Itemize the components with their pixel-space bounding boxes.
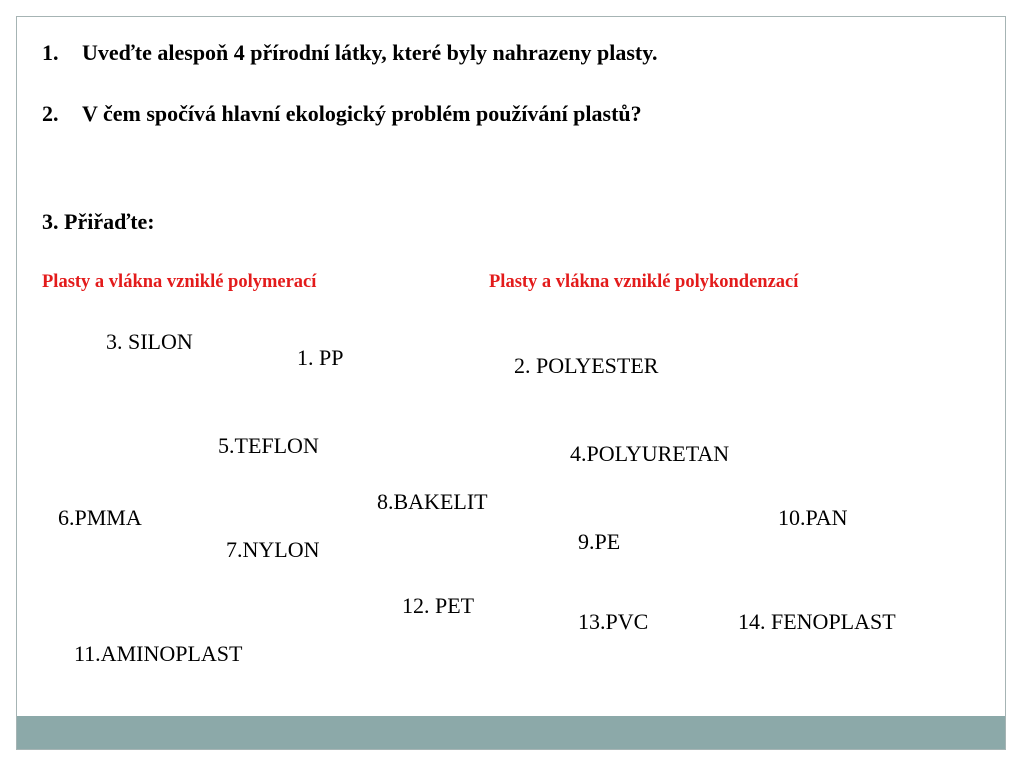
question-1-text: Uveďte alespoň 4 přírodní látky, které byly nahrazeny plasty. xyxy=(82,40,658,65)
item-silon: 3. SILON xyxy=(106,329,193,354)
question-2-text: V čem spočívá hlavní ekologický problém používání plastů? xyxy=(82,101,642,126)
item-aminoplast: 11.AMINOPLAST xyxy=(74,641,243,666)
item-pe: 9.PE xyxy=(578,529,621,554)
item-teflon: 5.TEFLON xyxy=(218,433,319,458)
item-pvc: 13.PVC xyxy=(578,609,649,634)
question-2-number: 2. xyxy=(42,101,59,126)
category-polycondensation: Plasty a vlákna vzniklé polykondenzací xyxy=(489,272,799,292)
item-pan: 10.PAN xyxy=(778,505,848,530)
item-pet: 12. PET xyxy=(402,593,475,618)
question-1-number: 1. xyxy=(42,40,59,65)
item-polyuretan: 4.POLYURETAN xyxy=(570,441,730,466)
footer-bar xyxy=(17,716,1005,749)
item-fenoplast: 14. FENOPLAST xyxy=(738,609,896,634)
item-bakelit: 8.BAKELIT xyxy=(377,489,488,514)
question-1 xyxy=(42,40,658,66)
category-polymerization: Plasty a vlákna vzniklé polymerací xyxy=(42,272,317,292)
item-nylon: 7.NYLON xyxy=(226,537,320,562)
item-pmma: 6.PMMA xyxy=(58,505,142,530)
question-2 xyxy=(42,101,642,127)
task-heading: 3. Přiřaďte: xyxy=(42,209,155,234)
item-polyester: 2. POLYESTER xyxy=(514,353,659,378)
item-pp: 1. PP xyxy=(297,345,344,370)
